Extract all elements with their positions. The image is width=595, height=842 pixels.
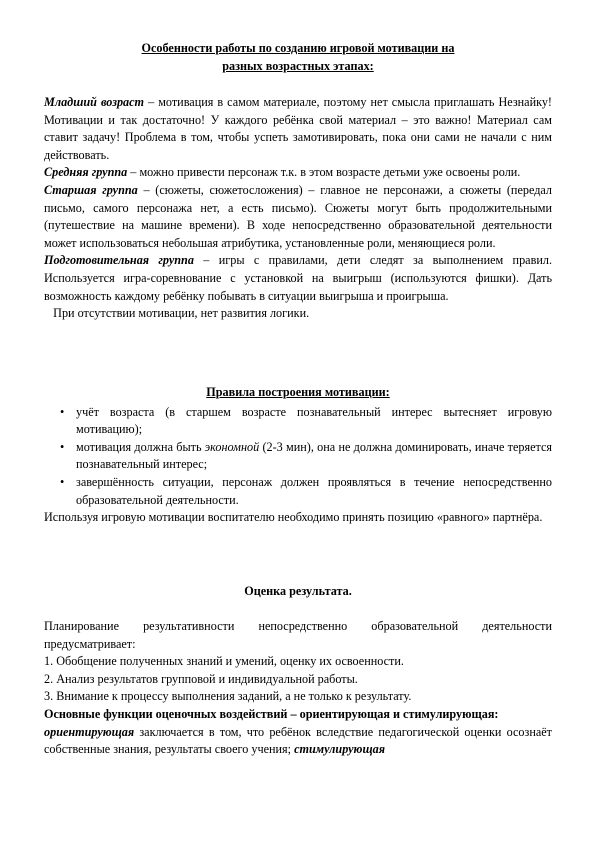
evaluation-section	[44, 618, 552, 759]
rules-list	[44, 404, 552, 510]
emphasis-stimulating: стимулирующая	[294, 742, 385, 757]
paragraph-preparatory-group	[44, 252, 552, 305]
label-junior-age: Младший возраст	[44, 95, 145, 109]
text-preparatory-group: – игры с правилами, дети следят за выполнением правил. Используется игра-соревнование с установкой на выигрыш (используются фишки). Дать возможность каждому ребёнку побывать в ситуации выигрыша и проигрыша.	[44, 253, 552, 303]
emphasis-orienting: ориентирующая	[44, 724, 135, 739]
label-senior-group: Старшая группа	[44, 182, 138, 197]
list-item: 2. Анализ результатов групповой и индивидуальной работы.	[44, 671, 358, 686]
text-middle-group: – можно привести персонаж т.к. в этом возрасте детьми уже освоены роли.	[127, 165, 521, 180]
rules-heading: Правила построения мотивации:	[206, 385, 390, 399]
paragraph-junior-age	[44, 94, 552, 164]
evaluation-last-paragraph: ориентирующая заключается в том, что ребёнок вследствие педагогической оценки осознаёт собственные знания, результаты своего учения; стимулирующая	[44, 724, 552, 757]
list-item: • мотивация должна быть экономной (2-3 мин), она не должна доминировать, иначе теряется познавательный интерес;	[60, 439, 552, 472]
evaluation-heading: Оценка результата.	[244, 584, 352, 598]
list-item: • завершённость ситуации, персонаж должен проявляться в течение непосредственно образовательной деятельности.	[60, 474, 552, 507]
document-title	[44, 40, 552, 75]
bullet-icon: •	[60, 439, 65, 454]
evaluation-functions: Основные функции оценочных воздействий – ориентирующая и стимулирующая:	[44, 706, 499, 721]
list-item: • учёт возраста (в старшем возрасте познавательный интерес вытесняет игровую мотивацию);	[60, 404, 552, 437]
label-middle-group: Средняя группа	[44, 165, 128, 180]
text-junior-age: – мотивация в самом материале, поэтому нет смысла приглашать Незнайку! Мотивации и так достаточно! У каждого ребёнка свой материал – это важно! Материал сам ставит задачу! Проблема в том, чтобы успеть замотивировать, пока они сами не начали с ним действовать.	[44, 95, 552, 162]
text-senior-group: – (сюжеты, сюжетосложения) – главное не персонажи, а сюжеты (передал письмо, самого персонажа нет, а есть письмо). Сюжеты могут быть продолжительными (путешествие на машине времени). В ходе непосредственно образовательной деятельности может использоваться небольшая атрибутика, установленные роли, меняющиеся роли.	[44, 182, 552, 250]
emphasis-economical: экономной	[204, 439, 260, 454]
list-item: 1. Обобщение полученных знаний и умений, оценку их освоенности.	[44, 654, 404, 669]
motivation-rules-section	[44, 384, 552, 527]
evaluation-intro: Планирование результативности непосредственно образовательной деятельности предусматривает:	[44, 619, 552, 651]
bullet-icon: •	[60, 474, 65, 489]
paragraph-no-motivation: При отсутствии мотивации, нет развития логики.	[44, 306, 310, 321]
list-item: 3. Внимание к процессу выполнения заданий, а не только к результату.	[44, 689, 412, 704]
age-stages-section	[44, 94, 552, 323]
bullet-icon: •	[60, 404, 65, 419]
paragraph-middle-group	[44, 164, 552, 182]
rules-conclusion: Используя игровую мотивации воспитателю необходимо принять позицию «равного» партнёра.	[44, 510, 543, 525]
paragraph-senior-group	[44, 182, 552, 252]
title-line-2: разных возрастных этапах:	[222, 58, 374, 73]
title-line-1: Особенности работы по созданию игровой мотивации на	[141, 41, 455, 55]
evaluation-list	[44, 653, 552, 706]
label-preparatory-group: Подготовительная группа	[44, 253, 194, 268]
